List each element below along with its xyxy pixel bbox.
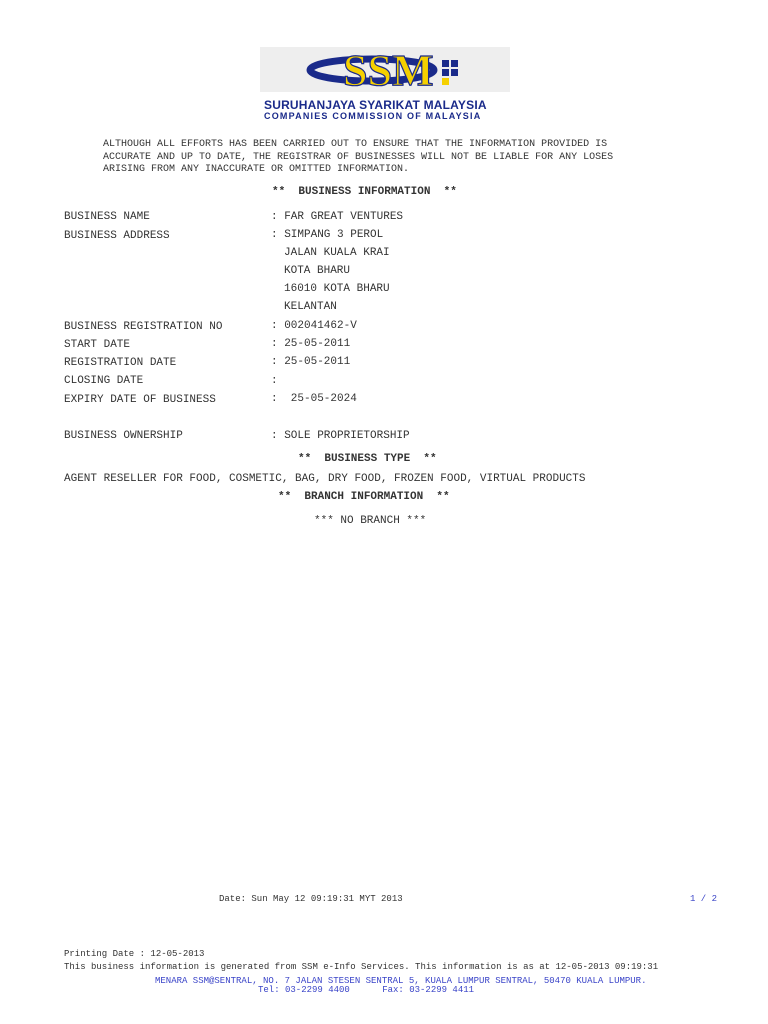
closing-date-label: CLOSING DATE <box>64 375 144 387</box>
registration-date-value: : 25-05-2011 <box>271 356 351 368</box>
business-info-heading: ** BUSINESS INFORMATION ** <box>272 186 457 198</box>
disclaimer-line-2: ACCURATE AND UP TO DATE, THE REGISTRAR OF BUSINESSES WILL NOT BE LIABLE FOR ANY LOSES <box>103 152 614 163</box>
expiry-date-value: : 25-05-2024 <box>271 393 357 405</box>
ssm-logo <box>250 40 520 125</box>
ssm-logo-mark <box>250 40 520 100</box>
business-type-heading: ** BUSINESS TYPE ** <box>298 453 437 465</box>
business-address-line-2: JALAN KUALA KRAI <box>284 247 390 259</box>
registration-date-label: REGISTRATION DATE <box>64 357 177 369</box>
registration-no-value: : 002041462-V <box>271 320 357 332</box>
footer-date: Date: Sun May 12 09:19:31 MYT 2013 <box>219 894 403 904</box>
disclaimer-line-1: ALTHOUGH ALL EFFORTS HAS BEEN CARRIED OUT TO ENSURE THAT THE INFORMATION PROVIDED IS <box>103 139 608 150</box>
business-address-label: BUSINESS ADDRESS <box>64 230 170 242</box>
business-name-value: : FAR GREAT VENTURES <box>271 211 404 223</box>
business-address-line-5: KELANTAN <box>284 301 337 313</box>
business-name-label: BUSINESS NAME <box>64 211 150 223</box>
footer-address: MENARA SSM@SENTRAL, NO. 7 JALAN STESEN SENTRAL 5, KUALA LUMPUR SENTRAL, 50470 KUALA LUMPUR. <box>155 976 647 986</box>
printing-date: Printing Date : 12-05-2013 <box>64 949 205 959</box>
business-address-line-3: KOTA BHARU <box>284 265 351 277</box>
expiry-date-label: EXPIRY DATE OF BUSINESS <box>64 394 216 406</box>
branch-info-heading: ** BRANCH INFORMATION ** <box>278 491 450 503</box>
logo-mark-text: SSM <box>343 46 434 95</box>
logo-name-malay: SURUHANJAYA SYARIKAT MALAYSIA <box>264 98 487 112</box>
disclaimer-line-3: ARISING FROM ANY INACCURATE OR OMITTED INFORMATION. <box>103 164 410 175</box>
page-indicator: 1 / 2 <box>690 894 718 904</box>
footer-contact: Tel: 03-2299 4400 Fax: 03-2299 4411 <box>258 985 475 995</box>
branch-text: *** NO BRANCH *** <box>314 515 427 527</box>
ownership-label: BUSINESS OWNERSHIP <box>64 430 183 442</box>
business-type-text: AGENT RESELLER FOR FOOD, COSMETIC, BAG, DRY FOOD, FROZEN FOOD, VIRTUAL PRODUCTS <box>64 473 586 485</box>
business-address-line-1: : SIMPANG 3 PEROL <box>271 229 384 241</box>
generated-note: This business information is generated from SSM e-Info Services. This information is as at 12-05-2013 09:19:31 <box>64 962 659 972</box>
registration-no-label: BUSINESS REGISTRATION NO <box>64 321 223 333</box>
business-address-line-4: 16010 KOTA BHARU <box>284 283 390 295</box>
start-date-label: START DATE <box>64 339 131 351</box>
closing-date-value: : <box>271 375 278 387</box>
logo-name-english: COMPANIES COMMISSION OF MALAYSIA <box>264 111 482 121</box>
start-date-value: : 25-05-2011 <box>271 338 351 350</box>
ownership-value: : SOLE PROPRIETORSHIP <box>271 430 410 442</box>
